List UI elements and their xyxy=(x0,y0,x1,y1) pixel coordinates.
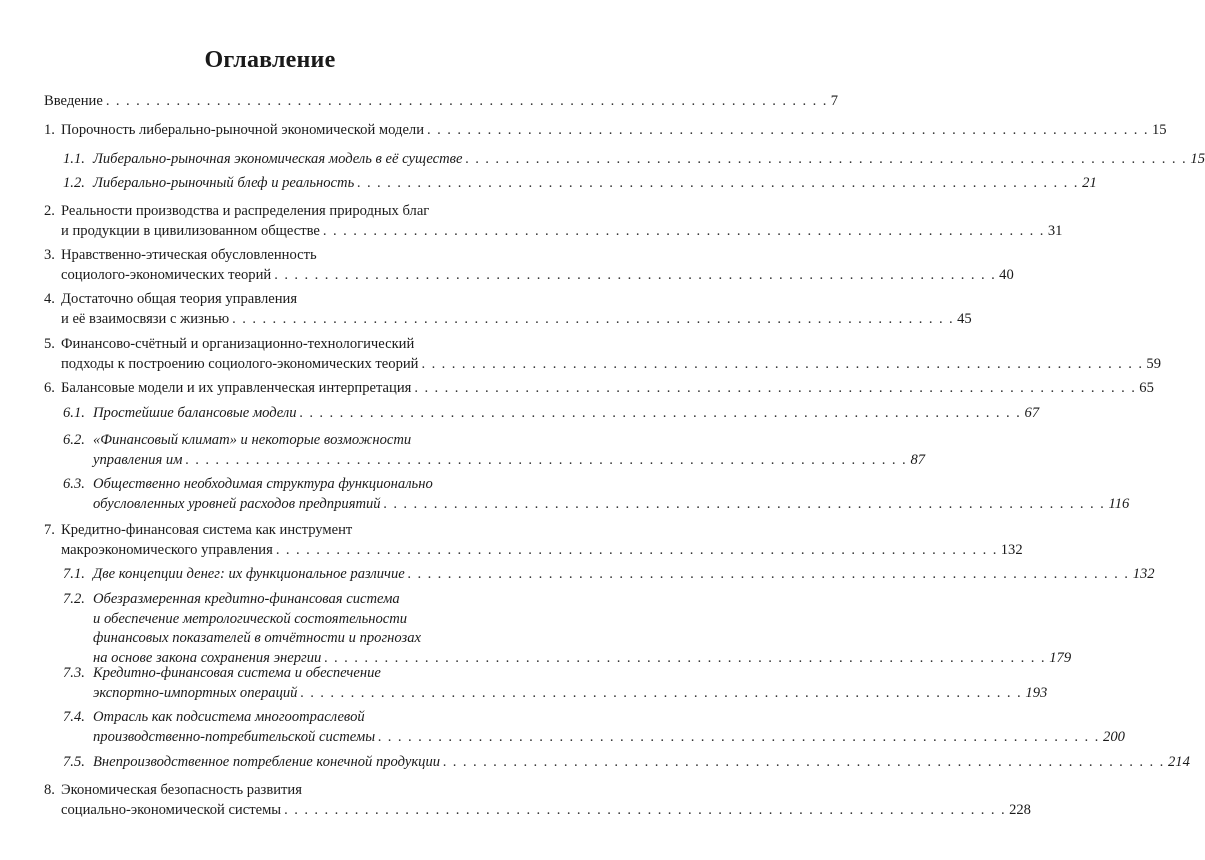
dot-leader: . . . . . . . . . . . . . . . . . . . . . . . . . . . . . . . . . . . . . . . . . . . . . . . . . . . . . . . . . . . . . . . . . . . . . . . . xyxy=(299,405,1022,421)
toc-subsection-entry[interactable] xyxy=(63,431,926,470)
toc-entry-number: 8. xyxy=(44,782,55,798)
dot-leader: . . . . . . . . . . . . . . . . . . . . . . . . . . . . . . . . . . . . . . . . . . . . . . . . . . . . . . . . . . . . . . . . . . . . . . . . xyxy=(421,355,1144,372)
dot-leader: . . . . . . . . . . . . . . . . . . . . . . . . . . . . . . . . . . . . . . . . . . . . . . . . . . . . . . . . . . . . . . . . . . . . . . . . xyxy=(185,451,908,468)
toc-section-entry[interactable] xyxy=(44,121,1167,141)
toc-entry-title: Простейшие балансовые модели xyxy=(93,405,297,421)
toc-entry-title: производственно-потребительской системы xyxy=(93,728,376,745)
toc-entry-number: 1.2. xyxy=(63,175,85,191)
toc-page-number: 15 xyxy=(1151,122,1167,138)
toc-entry-number: 7.1. xyxy=(63,566,85,582)
toc-page-number: 132 xyxy=(1132,566,1155,582)
toc-section-entry[interactable] xyxy=(44,290,972,329)
toc-page-number: 7 xyxy=(830,93,839,109)
toc-section-entry[interactable] xyxy=(44,781,1031,820)
toc-entry-number: 7. xyxy=(44,522,55,538)
toc-entry-title: обусловленных уровней расходов предприятий xyxy=(93,495,381,512)
toc-subsection-entry[interactable] xyxy=(63,708,1125,747)
toc-entry-title: Отрасль как подсистема многоотраслевой xyxy=(93,709,365,725)
toc-page-number: 200 xyxy=(1103,728,1125,745)
toc-section-entry[interactable] xyxy=(44,246,1014,285)
toc-section-entry[interactable] xyxy=(44,92,839,112)
dot-leader: . . . . . . . . . . . . . . . . . . . . . . . . . . . . . . . . . . . . . . . . . . . . . . . . . . . . . . . . . . . . . . . . . . . . . . . . xyxy=(357,175,1080,191)
toc-page-number: 193 xyxy=(1025,684,1048,701)
dot-leader: . . . . . . . . . . . . . . . . . . . . . . . . . . . . . . . . . . . . . . . . . . . . . . . . . . . . . . . . . . . . . . . . . . . . . . . . xyxy=(322,222,1045,239)
toc-entry-number: 1. xyxy=(44,122,55,138)
toc-subsection-entry[interactable] xyxy=(63,590,1072,668)
toc-entry-title: Либерально-рыночный блеф и реальность xyxy=(93,175,355,191)
toc-entry-title: Либерально-рыночная экономическая модель в её существе xyxy=(93,151,463,167)
toc-entry-title: и обеспечение метрологической состоятельности xyxy=(93,610,408,627)
toc-entry-title: финансовых показателей в отчётности и прогнозах xyxy=(93,630,421,646)
dot-leader: . . . . . . . . . . . . . . . . . . . . . . . . . . . . . . . . . . . . . . . . . . . . . . . . . . . . . . . . . . . . . . . . . . . . . . . . xyxy=(465,151,1188,167)
toc-page-number: 132 xyxy=(1000,541,1023,558)
dot-leader: . . . . . . . . . . . . . . . . . . . . . . . . . . . . . . . . . . . . . . . . . . . . . . . . . . . . . . . . . . . . . . . . . . . . . . . . xyxy=(427,122,1149,138)
toc-entry-title: социолого-экономических теорий xyxy=(61,266,272,283)
dot-leader: . . . . . . . . . . . . . . . . . . . . . . . . . . . . . . . . . . . . . . . . . . . . . . . . . . . . . . . . . . . . . . . . . . . . . . . . xyxy=(407,566,1130,582)
toc-entry-number: 4. xyxy=(44,291,55,307)
toc-entry-title: Введение xyxy=(44,93,103,109)
toc-page-number: 87 xyxy=(910,451,926,468)
toc-entry-title: Кредитно-финансовая система и обеспечение xyxy=(93,665,381,681)
toc-entry-title: Кредитно-финансовая система как инструмент xyxy=(61,522,353,538)
toc-entry-number: 6. xyxy=(44,380,55,396)
toc-entry-number: 6.1. xyxy=(63,405,85,421)
toc-page-number: 116 xyxy=(1108,495,1130,512)
toc-entry-number: 6.2. xyxy=(63,432,85,448)
toc-page-number: 45 xyxy=(957,310,972,327)
dot-leader: . . . . . . . . . . . . . . . . . . . . . . . . . . . . . . . . . . . . . . . . . . . . . . . . . . . . . . . . . . . . . . . . . . . . . . . . xyxy=(275,541,998,558)
toc-subsection-entry[interactable] xyxy=(63,753,1190,773)
toc-subsection-entry[interactable] xyxy=(63,174,1097,194)
dot-leader: . . . . . . . . . . . . . . . . . . . . . . . . . . . . . . . . . . . . . . . . . . . . . . . . . . . . . . . . . . . . . . . . . . . . . . . . xyxy=(105,93,828,109)
toc-entry-title: управления им xyxy=(93,451,183,468)
toc-page-number: 40 xyxy=(999,266,1014,283)
toc-entry-title: экспортно-импортных операций xyxy=(93,684,298,701)
toc-entry-title: подходы к построению социолого-экономических теорий xyxy=(61,355,419,372)
toc-entry-number: 6.3. xyxy=(63,476,85,492)
toc-entry-title: Балансовые модели и их управленческая интерпретация xyxy=(61,380,412,396)
toc-section-entry[interactable] xyxy=(44,202,1063,241)
toc-entry-number: 5. xyxy=(44,336,55,352)
dot-leader: . . . . . . . . . . . . . . . . . . . . . . . . . . . . . . . . . . . . . . . . . . . . . . . . . . . . . . . . . . . . . . . . . . . . . . . . xyxy=(378,728,1101,745)
toc-page-number: 21 xyxy=(1082,175,1097,191)
toc-entry-number: 7.4. xyxy=(63,709,85,725)
toc-entry-title: Общественно необходимая структура функционально xyxy=(93,476,433,492)
toc-entry-title: Финансово-счётный и организационно-технологический xyxy=(61,336,415,352)
toc-page-number: 67 xyxy=(1024,405,1040,421)
toc-subsection-entry[interactable] xyxy=(63,150,1205,170)
toc-entry-number: 3. xyxy=(44,247,55,263)
toc-entry-number: 7.3. xyxy=(63,665,85,681)
toc-section-entry[interactable] xyxy=(44,335,1162,374)
dot-leader: . . . . . . . . . . . . . . . . . . . . . . . . . . . . . . . . . . . . . . . . . . . . . . . . . . . . . . . . . . . . . . . . . . . . . . . . xyxy=(284,801,1007,818)
toc-entry-title: Две концепции денег: их функциональное различие xyxy=(93,566,405,582)
toc-page-number: 228 xyxy=(1009,801,1031,818)
toc-page-number: 65 xyxy=(1139,380,1154,396)
toc-entry-title: Внепроизводственное потребление конечной продукции xyxy=(93,754,441,770)
dot-leader: . . . . . . . . . . . . . . . . . . . . . . . . . . . . . . . . . . . . . . . . . . . . . . . . . . . . . . . . . . . . . . . . . . . . . . . . xyxy=(232,310,955,327)
toc-page-number: 179 xyxy=(1049,649,1072,666)
toc-subsection-entry[interactable] xyxy=(63,565,1155,585)
toc-entry-number: 2. xyxy=(44,203,55,219)
toc-entry-title: Обезразмеренная кредитно-финансовая система xyxy=(93,591,400,607)
dot-leader: . . . . . . . . . . . . . . . . . . . . . . . . . . . . . . . . . . . . . . . . . . . . . . . . . . . . . . . . . . . . . . . . . . . . . . . . xyxy=(274,266,997,283)
toc-entry-number: 1.1. xyxy=(63,151,85,167)
toc-page-number: 214 xyxy=(1168,754,1190,770)
toc-entry-title: на основе закона сохранения энергии xyxy=(93,649,322,666)
dot-leader: . . . . . . . . . . . . . . . . . . . . . . . . . . . . . . . . . . . . . . . . . . . . . . . . . . . . . . . . . . . . . . . . . . . . . . . . xyxy=(443,754,1165,770)
dot-leader: . . . . . . . . . . . . . . . . . . . . . . . . . . . . . . . . . . . . . . . . . . . . . . . . . . . . . . . . . . . . . . . . . . . . . . . . xyxy=(300,684,1023,701)
toc-page-number: 15 xyxy=(1190,151,1205,167)
dot-leader: . . . . . . . . . . . . . . . . . . . . . . . . . . . . . . . . . . . . . . . . . . . . . . . . . . . . . . . . . . . . . . . . . . . . . . . . xyxy=(324,649,1047,666)
toc-entry-title: Реальности производства и распределения природных благ xyxy=(61,203,430,219)
toc-subsection-entry[interactable] xyxy=(63,475,1130,514)
toc-entry-title: макроэкономического управления xyxy=(61,541,273,558)
toc-entry-title: Нравственно-этическая обусловленность xyxy=(61,247,317,263)
page-title: Оглавление xyxy=(204,47,336,73)
toc-subsection-entry[interactable] xyxy=(63,664,1048,703)
dot-leader: . . . . . . . . . . . . . . . . . . . . . . . . . . . . . . . . . . . . . . . . . . . . . . . . . . . . . . . . . . . . . . . . . . . . . . . . xyxy=(383,495,1106,512)
toc-entry-title: и её взаимосвязи с жизнью xyxy=(61,310,230,327)
dot-leader: . . . . . . . . . . . . . . . . . . . . . . . . . . . . . . . . . . . . . . . . . . . . . . . . . . . . . . . . . . . . . . . . . . . . . . . . xyxy=(414,380,1137,396)
toc-entry-title: Экономическая безопасность развития xyxy=(61,782,302,798)
toc-entry-title: и продукции в цивилизованном обществе xyxy=(61,222,320,239)
toc-subsection-entry[interactable] xyxy=(63,404,1040,424)
toc-entry-title: Порочность либерально-рыночной экономической модели xyxy=(61,122,425,138)
toc-section-entry[interactable] xyxy=(44,379,1154,399)
toc-page-number: 31 xyxy=(1047,222,1063,239)
toc-page-number: 59 xyxy=(1146,355,1162,372)
toc-entry-number: 7.2. xyxy=(63,591,85,607)
toc-entry-number: 7.5. xyxy=(63,754,85,770)
toc-entry-title: социально-экономической системы xyxy=(61,801,282,818)
toc-entry-title: Достаточно общая теория управления xyxy=(61,291,298,307)
toc-entry-title: «Финансовый климат» и некоторые возможности xyxy=(93,432,412,448)
toc-section-entry[interactable] xyxy=(44,521,1023,560)
